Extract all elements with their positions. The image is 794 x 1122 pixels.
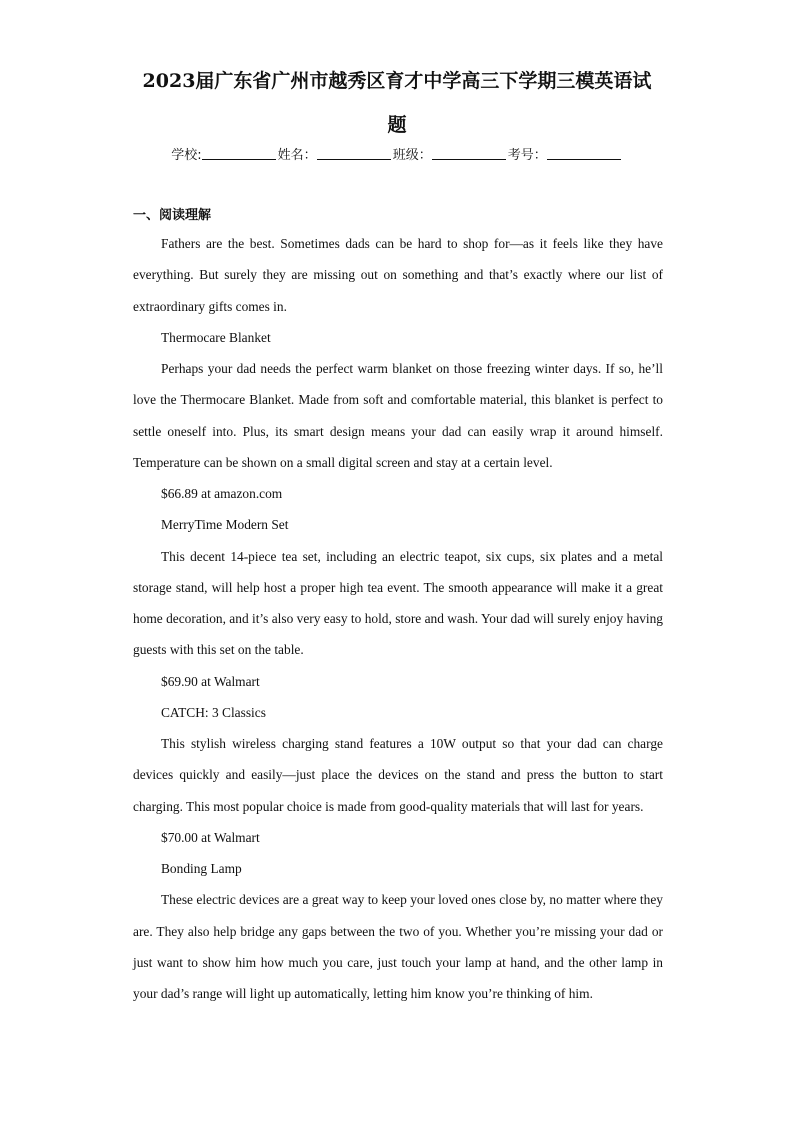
item-price: $66.89 at amazon.com	[161, 486, 283, 501]
class-blank[interactable]	[432, 145, 506, 160]
item-description: These electric devices are a great way to keep your loved ones close by, no matter where they are. They also help bridge any gaps between the two of you. Whether you’re missing your dad or just want to show him how much you care, just touch your lamp at hand, and the other lamp in your dad’s range will light up automatically, letting him know you’re thinking of him.	[133, 892, 663, 1001]
name-label: 姓名：	[277, 148, 317, 163]
section-heading: 一、阅读理解	[133, 208, 212, 223]
class-label: 班级：	[392, 148, 432, 163]
school-blank[interactable]	[202, 145, 276, 160]
item-name: Thermocare Blanket	[161, 329, 271, 345]
reading-passage	[133, 228, 663, 1009]
passage-intro: Fathers are the best. Sometimes dads can be hard to shop for—as it feels like they have everything. But surely they are missing out on something and that’s exactly where our list of extraordinary gifts comes in.	[133, 236, 663, 314]
exam-number-blank[interactable]	[547, 145, 621, 160]
item-name: Bonding Lamp	[161, 861, 242, 876]
item-description: This decent 14-piece tea set, including an electric teapot, six cups, six plates and a metal storage stand, will help host a proper high tea event. The smooth appearance will make it a great home decoration, and it’s also very easy to hold, store and wash. Your dad will surely enjoy having guests with this set on the table.	[133, 548, 663, 658]
name-blank[interactable]	[317, 145, 391, 160]
exam-title-line1: 2023届广东省广州市越秀区育才中学高三下学期三模英语试	[142, 70, 652, 92]
exam-number-label: 考号：	[507, 148, 547, 163]
item-price: $69.90 at Walmart	[161, 673, 260, 689]
school-label: 学校:	[171, 148, 202, 163]
item-name: MerryTime Modern Set	[161, 517, 289, 533]
item-price: $70.00 at Walmart	[161, 829, 260, 845]
item-description: This stylish wireless charging stand features a 10W output so that your dad can charge devices quickly and easily—just place the devices on the stand and press the button to start charging. This most popular choice is made from good-quality materials that will last for years.	[133, 736, 663, 814]
item-name: CATCH: 3 Classics	[161, 704, 266, 720]
item-description: Perhaps your dad needs the perfect warm blanket on those freezing winter days. If so, he’ll love the Thermocare Blanket. Made from soft and comfortable material, this blanket is perfect to settle oneself into. Plus, its smart design means your dad can easily wrap it around himself. Temperature can be shown on a small digital screen and stay at a certain level.	[133, 361, 663, 470]
student-info-line	[0, 145, 794, 166]
exam-title-line2: 题	[387, 114, 407, 136]
